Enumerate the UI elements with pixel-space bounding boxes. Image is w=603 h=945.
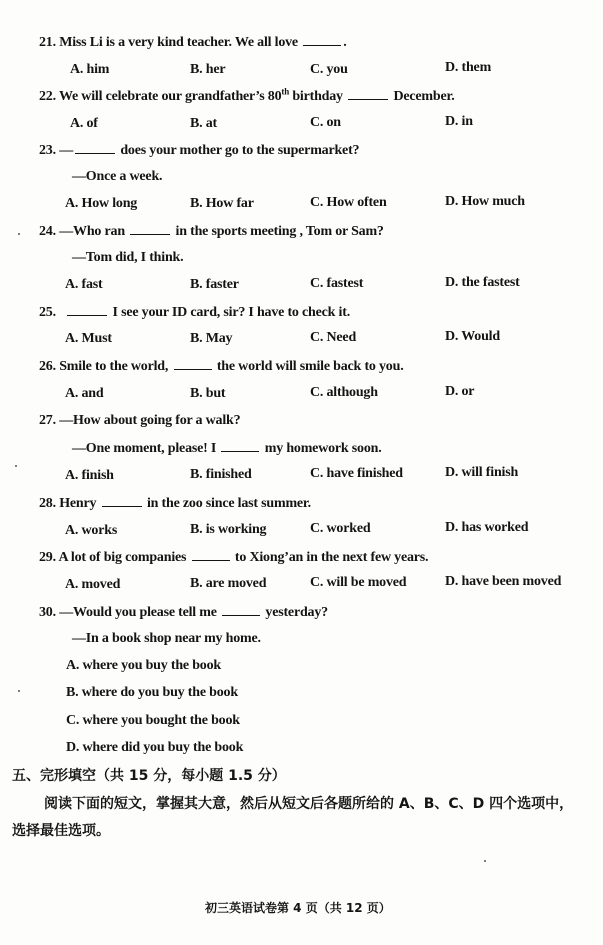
question-24-option-d: D. the fastest [445, 275, 520, 290]
question-25-option-d: D. Would [445, 329, 500, 344]
question-25-option-b: B. May [190, 331, 233, 346]
question-21-option-a: A. him [70, 62, 110, 77]
question-24-stem: 24. —Who ran in the sports meeting , Tom or Sam? [39, 224, 384, 239]
question-26-option-b: B. but [190, 386, 226, 401]
question-29-option-a: A. moved [65, 577, 121, 592]
question-26-option-a: A. and [65, 386, 104, 401]
question-29-stem: 29. A lot of big companies to Xiong’an in the next few years. [39, 550, 429, 565]
question-23-stem: 23. — does your mother go to the supermarket? [39, 143, 360, 158]
answer-blank [221, 439, 259, 452]
question-26-option-c: C. although [310, 385, 378, 400]
question-23-option-d: D. How much [445, 194, 525, 209]
answer-blank [192, 548, 230, 561]
question-28-option-a: A. works [65, 523, 118, 538]
question-29-option-c: C. will be moved [310, 575, 407, 590]
question-22-option-a: A. of [70, 116, 98, 131]
scan-speck [15, 465, 17, 467]
question-23-reply: —Once a week. [72, 169, 163, 184]
question-30-option-c: C. where you bought the book [66, 713, 240, 728]
question-21-option-d: D. them [445, 60, 492, 75]
question-22-option-d: D. in [445, 114, 473, 129]
question-28-option-b: B. is working [190, 522, 267, 537]
question-23-option-a: A. How long [65, 196, 138, 211]
question-29-option-d: D. have been moved [445, 574, 562, 589]
question-30-stem: 30. —Would you please tell me yesterday? [39, 605, 328, 620]
question-27-option-d: D. will finish [445, 465, 519, 480]
question-24-option-a: A. fast [65, 277, 103, 292]
question-24-reply: —Tom did, I think. [72, 250, 184, 265]
question-25-option-c: C. Need [310, 330, 357, 345]
question-24-option-b: B. faster [190, 277, 239, 292]
page-footer: 初三英语试卷第 4 页（共 12 页） [205, 901, 391, 915]
question-25-option-a: A. Must [65, 331, 112, 346]
question-22-option-b: B. at [190, 116, 218, 131]
question-27-stem: 27. —How about going for a walk? [39, 413, 241, 428]
question-24-option-c: C. fastest [310, 276, 364, 291]
answer-blank [75, 141, 115, 154]
question-22-stem: 22. We will celebrate our grandfather’s 80th birthday December. [39, 86, 455, 104]
question-21-stem: 21. Miss Li is a very kind teacher. We all love . [39, 35, 347, 50]
scan-speck [18, 233, 20, 235]
answer-blank [222, 603, 260, 616]
question-25-stem: 25. I see your ID card, sir? I have to check it. [39, 305, 351, 320]
answer-blank [102, 494, 142, 507]
question-26-stem: 26. Smile to the world, the world will smile back to you. [39, 359, 404, 374]
question-30-option-a: A. where you buy the book [66, 658, 221, 673]
question-28-option-c: C. worked [310, 521, 371, 536]
section-heading: 五、完形填空（共 15 分，每小题 1.5 分） [12, 768, 286, 784]
answer-blank [303, 33, 341, 46]
question-30-option-d: D. where did you buy the book [66, 740, 244, 755]
scan-speck [484, 860, 486, 862]
section-instruction-line-1: 阅读下面的短文，掌握其大意，然后从短文后各题所给的 A、B、C、D 四个选项中， [44, 796, 574, 812]
question-22-option-c: C. on [310, 115, 341, 130]
question-27-option-b: B. finished [190, 467, 252, 482]
question-27-option-c: C. have finished [310, 466, 403, 481]
question-23-option-c: C. How often [310, 195, 387, 210]
question-26-option-d: D. or [445, 384, 475, 399]
question-27-option-a: A. finish [65, 468, 114, 483]
scan-speck [18, 690, 20, 692]
answer-blank [130, 222, 170, 235]
question-21-option-b: B. her [190, 62, 226, 77]
question-27-reply: —One moment, please! I my homework soon. [72, 441, 382, 456]
question-29-option-b: B. are moved [190, 576, 267, 591]
question-28-stem: 28. Henry in the zoo since last summer. [39, 496, 311, 511]
answer-blank [348, 87, 388, 100]
question-30-reply: —In a book shop near my home. [72, 631, 261, 646]
question-21-option-c: C. you [310, 62, 348, 77]
question-30-option-b: B. where do you buy the book [66, 685, 238, 700]
section-instruction-line-2: 选择最佳选项。 [12, 823, 110, 839]
answer-blank [174, 357, 212, 370]
answer-blank [67, 303, 107, 316]
question-28-option-d: D. has worked [445, 520, 529, 535]
question-23-option-b: B. How far [190, 196, 254, 211]
